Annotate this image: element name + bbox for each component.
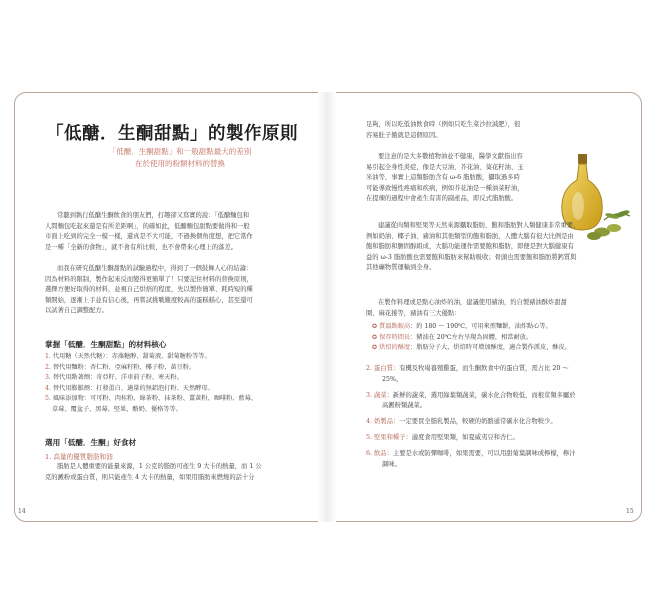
- list-item: 2. 替代用麵粉：杏仁粉、亞麻籽粉、椰子粉、黃豆粉。: [45, 363, 196, 371]
- page-title: 「低醣．生酮甜點」的製作原則: [46, 124, 298, 144]
- list-item: ✪ 保存時間長：豬油在 20℃左右呈現為固體，相當耐放。: [372, 333, 533, 341]
- list-item: 2. 蛋白質：有機及牧場養殖雞蛋，而生酮飲食中的蛋白質，需占比 20 ～ 25%。: [366, 365, 569, 383]
- list-item: 3. 替代用點著劑：奇亞籽、洋車前子粉、寒天粉。: [45, 374, 183, 382]
- vegetable-oil-paragraph: 要注意的是大多數植物油並不健康，醫學文獻指出容 易引起全身性炎症，像是大豆油、芥花油、葵花籽油、玉 米油等，事實上這類脂肪含有 ω-6 脂肪酸，攝取過多時 可能導致慢性疼痛和疾病，例如芥花油是一種油菜籽油， 在提煉的過程中會產生有害的副產品，即反式脂肪酸。: [366, 153, 524, 202]
- list-item: 草莓、覆盆子、黑莓、堅果、酪奶、優格等等。: [52, 405, 182, 413]
- page-subtitle: 「低醣．生酮甜點」和一般甜點最大的差別 在於使用的粉類材料的替換: [108, 147, 252, 168]
- page-number-left: 14: [18, 508, 26, 515]
- list-item: 1. 代用糖（天然代糖）：赤藻糖醇、甜菊液、甜菊糖粉等等。: [45, 353, 211, 360]
- material-core-list: [45, 352, 307, 416]
- list-item: 5. 風味添加物：可可粉、肉桂粉、綠茶粉、抹茶粉、薑黃粉、咖啡粉、藍莓、: [45, 395, 258, 403]
- material-core-heading: 掌握「低醣．生酮甜點」的材料核心: [45, 340, 167, 349]
- saturated-fat-paragraph: 建議從肉類和堅果等天然來源攝取脂肪，飽和脂肪對人類健康非常重要， 例如奶油、椰子油、豬油和其他類型的飽和脂肪，人體大腦有很大比例是由 飽和脂肪和膽固醇組成，大腦功能運作需要飽和脂肪，即便是對大腦健康有 益的 ω-3 脂肪酸也需要飽和脂肪來幫助吸收；骨頭也需要飽和脂肪將鈣質與 其他礦物質運輸到全身。: [366, 222, 580, 271]
- list-item: 6. 飲品：主要是水或防彈咖啡，如果需要，可以用甜菊葉調味或檸檬，檸汁 調味。: [366, 449, 576, 468]
- list-item: 5. 堅果和種子：適度食用堅果類，如夏威夷豆和杏仁。: [366, 433, 519, 441]
- ingredients-heading: 選用「低醣．生酮」好食材: [45, 438, 137, 447]
- list-item: ✪ 烘焙的酥度：脂肪分子大，烘焙時可增加酥度，適合製作派皮，酥皮。: [372, 344, 571, 352]
- fat-subheading: 1. 高量的優質脂肪和油: [45, 453, 113, 461]
- page-gutter: [318, 92, 336, 522]
- list-item: ✪ 質溫點較高：約 180 ～ 190℃，可用來煎麵餅，油炸點心等。: [372, 323, 552, 330]
- page-number-right: 15: [626, 508, 634, 515]
- intro-paragraph: 常聽到執行低醣生酮飲食的朋友們，打趣卻又寫實的說：「低醣麵包和 人間麵包吃起來還是有所差距啊」，的確如此，低醣麵包甜點要做得和一般 市面上吃到的完全一模一樣，還真是不大可能，不過換個角度想，把它當作 是一種「全新的食物」，就不會有所比較，也不會帶來心理上的落差。: [45, 212, 253, 251]
- list-item: 4. 替代用膨脹劑：打發蛋白、適量的無鋁泡打粉、天然酵母。: [45, 384, 214, 392]
- right-continuation-paragraph: 足夠，所以吃低油飲食時（例如只吃生菜沙拉減肥），很 容易肚子餓就是這個原因。: [366, 121, 521, 139]
- list-item: 3. 蔬菜：新鮮的蔬菜，選用綠葉類蔬菜，碳水化合物較低，而根莖類多屬於 高澱粉類蔬菜。: [366, 391, 576, 410]
- lard-benefits-list: [372, 322, 634, 354]
- lard-paragraph: 在製作料理或是點心油炸的油，建議使用豬油，約自製豬油酥炸甜甜 圈、麻花捲等，豬油有三大優點：: [366, 299, 567, 317]
- fat-paragraph: 脂肪是人體重要的能量來源，1 公克的脂肪可產生 9 大卡的熱量，而 1 公 克的澱粉或蛋白質，則只能產生 4 大卡的熱量，如果用脂肪來燃燒的話十分: [45, 463, 262, 481]
- second-paragraph: 而我在研究低醣生酮甜點的試驗過程中，得到了一個鼓舞人心的結論： 因為材料的限制，製作起來反而變得更簡單了！只要記住材料的替換原則， 選擇方便好取得的材料，並視自己烘焙的程度，先以製作簡單、耗時短的種 類開始，逐漸上手並有信心後，再嘗試挑戰難度較高的蛋糕糕心，甚至還可 以試著自己調整配方。: [45, 265, 253, 314]
- ingredient-numbered-list: [366, 364, 628, 475]
- list-item: 4. 奶製品：一定要買全脂乳製品，較硬的奶酪通常碳水化合物較少。: [366, 418, 557, 426]
